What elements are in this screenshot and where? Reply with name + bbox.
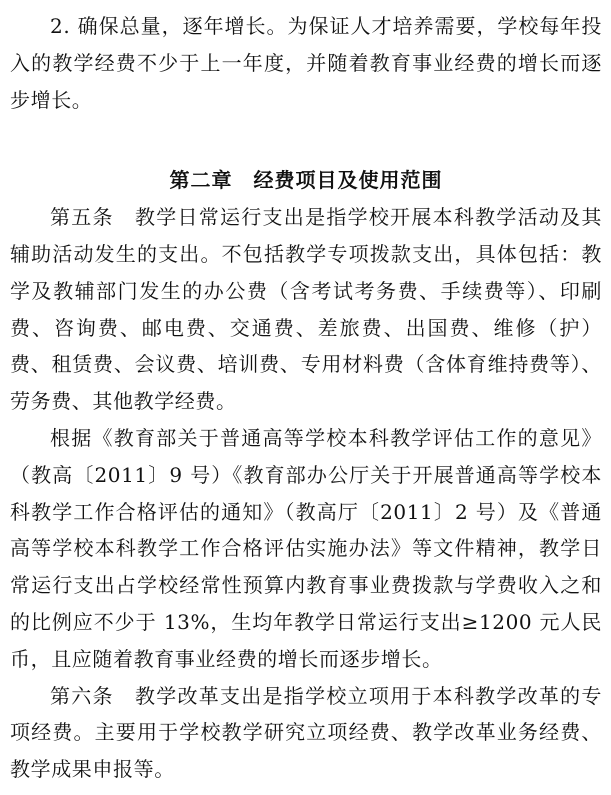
chapter-heading: 第二章 经费项目及使用范围 <box>169 168 443 193</box>
paragraph-article-5: 第五条 教学日常运行支出是指学校开展本科教学活动及其辅助活动发生的支出。不包括教学专项拨款支出，具体包括：教学及教辅部门发生的办公费（含考试考务费、手续费等）、印刷费、咨询费、邮电费、交通费、差旅费、出国费、维修（护）费、租赁费、会议费、培训费、专用材料费（含体育维持费等）、劳务费、其他教学经费。 <box>10 205 602 414</box>
document-page <box>10 0 602 788</box>
paragraph-total-growth: 2. 确保总量，逐年增长。为保证人才培养需要，学校每年投入的教学经费不少于上一年度，并随着教育事业经费的增长而逐步增长。 <box>10 14 602 112</box>
paragraph-article-6: 第六条 教学改革支出是指学校立项用于本科教学改革的专项经费。主要用于学校教学研究立项经费、教学改革业务经费、教学成果申报等。 <box>10 683 602 782</box>
paragraph-evaluation-basis: 根据《教育部关于普通高等学校本科教学评估工作的意见》（教高〔2011〕9 号）《教育部办公厅关于开展普通高等学校本科教学工作合格评估的通知》（教高厅〔2011〕2 号）及《普通高等学校本科教学工作合格评估实施办法》等文件精神，教学日常运行支出占学校经常性预算内教育事业费拨款与学费收入之和的比例应不少于 13%，生均年教学日常运行支出≥1200 元人民币，且应随着教育事业经费的增长而逐步增长。 <box>10 425 602 671</box>
